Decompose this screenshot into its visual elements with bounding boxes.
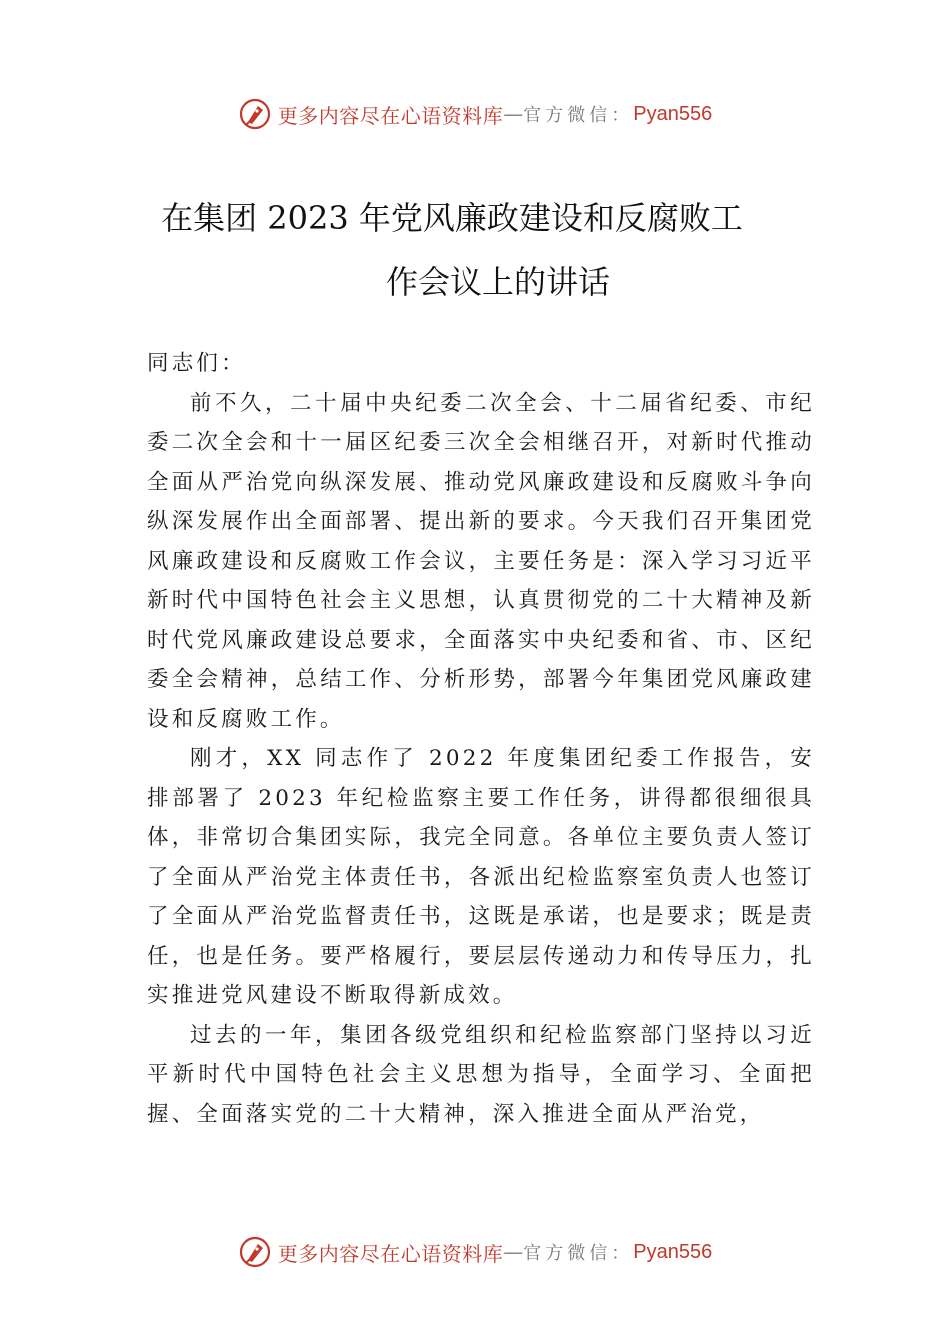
banner-wechat-id: Pyan556 xyxy=(633,1240,713,1263)
greeting: 同志们： xyxy=(147,351,246,376)
paragraph: 过去的一年，集团各级党组织和纪检监察部门坚持以习近平新时代中国特色社会主义思想为指导，全面学习、全面把握、全面落实党的二十大精神，深入推进全面从严治党， xyxy=(147,1022,815,1127)
banner-wechat-label: 官方微信： xyxy=(523,105,634,126)
paragraph: 前不久，二十届中央纪委二次全会、十二届省纪委、市纪委二次全会和十一届区纪委三次全会相继召开，对新时代推动全面从严治党向纵深发展、推动党风廉政建设和反腐败斗争向纵深发展作出全面部署、提出新的要求。今天我们召开集团党风廉政建设和反腐败工作会议，主要任务是：深入学习习近平新时代中国特色社会主义思想，认真贯彻党的二十大精神及新时代党风廉政建设总要求，全面落实中央纪委和省、市、区纪委全会精神，总结工作、分析形势，部署今年集团党风廉政建设和反腐败工作。 xyxy=(147,390,815,732)
banner-wechat-id: Pyan556 xyxy=(633,102,713,125)
pen-nib-logo-icon xyxy=(238,97,272,131)
document-body xyxy=(147,344,815,1134)
document-title xyxy=(60,186,890,314)
title-line-2: 作会议上的讲话 xyxy=(385,263,610,301)
banner-separator: — xyxy=(503,102,524,126)
paragraph: 刚才，XX 同志作了 2022 年度集团纪委工作报告，安排部署了 2023 年纪检监察主要工作任务，讲得都很细很具体，非常切合集团实际，我完全同意。各单位主要负责人签订了全面从严治党主体责任书，各派出纪检监察室负责人也签订了全面从严治党监督责任书，这既是承诺，也是要求；既是责任，也是任务。要严格履行，要层层传递动力和传导压力，扎实推进党风建设不断取得新成效。 xyxy=(147,746,815,1008)
pen-nib-logo-icon xyxy=(238,1235,272,1269)
banner-wechat-label: 官方微信： xyxy=(523,1243,634,1264)
banner-text: 更多内容尽在心语资料库 xyxy=(277,1241,504,1266)
banner-separator: — xyxy=(503,1240,524,1264)
footer-banner xyxy=(0,1232,950,1272)
title-line-1: 在集团 2023 年党风廉政建设和反腐败工 xyxy=(161,199,743,237)
header-banner xyxy=(0,94,950,134)
banner-text: 更多内容尽在心语资料库 xyxy=(277,103,504,128)
